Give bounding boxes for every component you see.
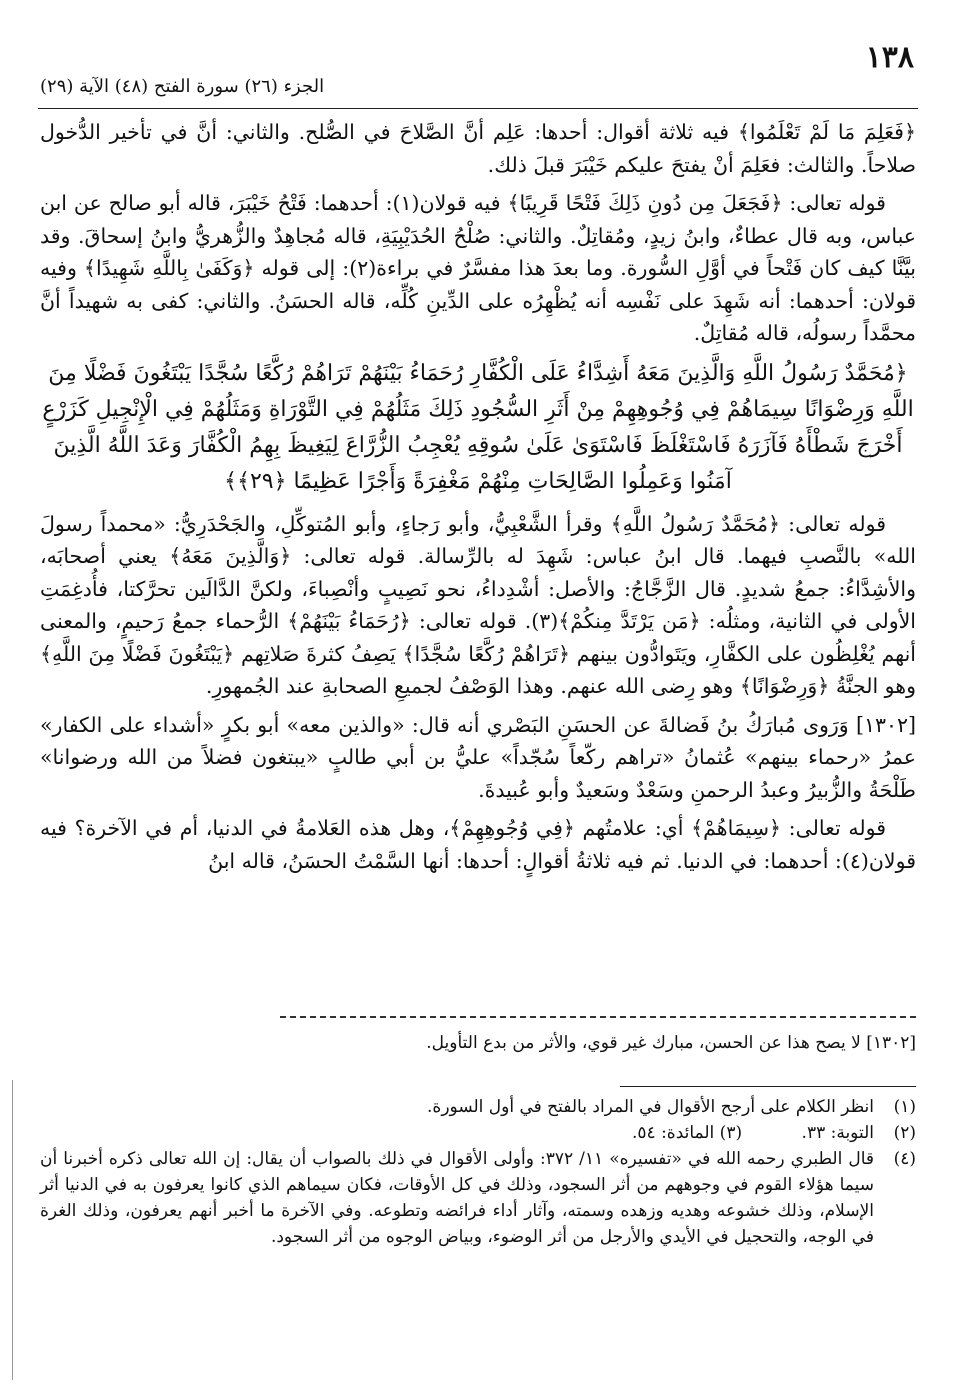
footnote-text: التوبة: ٣٣. (٣) المائدة: ٥٤. — [632, 1123, 874, 1143]
paragraph-2: قوله تعالى: ﴿فَجَعَلَ مِن دُونِ ذَلِكَ فَتْحًا قَرِيبًا﴾ فيه قولان(١): أحدهما: فَتْحُ خَيْبَرَ، قاله أبو صالح عن ابن عباس، وبه قال عطاءٌ، وابنُ زيدٍ، ومُقاتِلٌ. والثاني: صُلْحُ الحُدَيْبِيَةِ، قاله مُجاهِدٌ والزُّهريُّ وابنُ إسحاقَ. وقد بيَّنَّا كيف كان فَتْحاً في أوَّلِ السُّورة. وما بعدَ هذا مفسَّرٌ في براءة(٢): إلى قوله ﴿وَكَفَىٰ بِاللَّهِ شَهِيدًا﴾ وفيه قولان: أحدهما: أنه شَهِدَ على نَفْسِه أنه يُظْهِرُه على الدِّينِ كُلِّه، قاله الحسَنُ. والثاني: كفى به شهيداً أنَّ محمَّداً رسولُه، قاله مُقاتِلٌ. — [40, 191, 916, 345]
footnote-text: انظر الكلام على أرجح الأقوال في المراد بالفتح في أول السورة. — [427, 1097, 874, 1117]
paragraph-3: قوله تعالى: ﴿مُحَمَّدٌ رَسُولُ اللَّهِ﴾ وقرأ الشَّعْبِيُّ، وأبو رَجاءٍ، وأبو المُتوكِّلِ، والجَحْدَرِيُّ: «محمداً رسولَ الله» بالنَّصبِ فيهما. قال ابنُ عباس: شَهِدَ له بالرِّسالة. قوله تعالى: ﴿وَالَّذِينَ مَعَهُ﴾ يعني أصحابَه، والأشِدَّاءُ: جمعُ شديدٍ. قال الزَّجَّاجُ: والأصل: أشْدِداءُ، نحو نَصِيبٍ وأنْصِباءَ، ولكنَّ الدَّالَين تحرَّكتا، فأُدغِمَتِ الأولى في الثانية، ومثلُه: ﴿مَن يَرْتَدَّ مِنكُمْ﴾(٣). قوله تعالى: ﴿رُحَمَاءُ بَيْنَهُمْ﴾ الرُّحماء جمعُ رَحيمٍ، والمعنى أنهم يُغْلِظُون على الكفَّارِ، ويَتَوادُّون بينهم ﴿تَرَاهُمْ رُكَّعًا سُجَّدًا﴾ يَصِفُ كثرةَ صَلاتِهم ﴿يَبْتَغُونَ فَضْلًا مِنَ اللَّهِ﴾ وهو الجنَّةُ ﴿وَرِضْوَانًا﴾ وهو رِضى الله عنهم. وهذا الوَصْفُ لجميعِ الصحابةِ عند الجُمهورِ. — [40, 511, 916, 698]
footnote — [40, 1120, 916, 1146]
header-divider — [38, 108, 918, 109]
paragraph-5: قوله تعالى: ﴿سِيمَاهُمْ﴾ أي: علامتُهم ﴿فِي وُجُوهِهِمْ﴾، وهل هذه العَلامةُ في الدنيا، أم في الآخرة؟ فيه قولان(٤): أحدهما: في الدنيا. ثم فيه ثلاثةُ أقوالٍ: أحدها: أنها السَّمْتُ الحسَنُ، قاله ابنُ — [40, 816, 916, 873]
quran-verse: ﴿مُحَمَّدٌ رَسُولُ اللَّهِ وَالَّذِينَ مَعَهُ أَشِدَّاءُ عَلَى الْكُفَّارِ رُحَمَاءُ بَيْنَهُمْ تَرَاهُمْ رُكَّعًا سُجَّدًا يَبْتَغُونَ فَضْلًا مِنَ اللَّهِ وَرِضْوَانًا سِيمَاهُمْ فِي وُجُوهِهِمْ مِنْ أَثَرِ السُّجُودِ ذَلِكَ مَثَلُهُمْ فِي التَّوْرَاةِ وَمَثَلُهُمْ فِي الْإِنْجِيلِ كَزَرْعٍ أَخْرَجَ شَطْأَهُ فَآزَرَهُ فَاسْتَغْلَظَ فَاسْتَوَىٰ عَلَىٰ سُوقِهِ يُعْجِبُ الزُّرَّاعَ لِيَغِيظَ بِهِمُ الْكُفَّارَ وَعَدَ اللَّهُ الَّذِينَ آمَنُوا وَعَمِلُوا الصَّالِحَاتِ مِنْهُمْ مَغْفِرَةً وَأَجْرًا عَظِيمًا ﴿٢٩﴾﴾ — [42, 360, 914, 494]
footnote — [40, 1094, 916, 1120]
dashed-divider — [280, 1016, 916, 1018]
paragraph-4: [١٣٠٢] وَرَوى مُبارَكُ بنُ فَضالةَ عن الحسَنِ البَصْري أنه قال: «والذين معه» أبو بكرٍ «أشداء على الكفار» عمرُ «رحماء بينهم» عُثمانُ «تراهم ركّعاً سُجّداً» عليُّ بن أبي طالبٍ «يبتغون فضلاً من الله ورضوانا» طَلْحَةُ والزُّبيرُ وعبدُ الرحمنِ وسَعْدٌ وسَعيدٌ وأبو عُبيدةَ. — [40, 712, 916, 802]
footnote-number: (١) — [893, 1097, 916, 1117]
paragraph-1: ﴿فَعَلِمَ مَا لَمْ تَعْلَمُوا﴾ فيه ثلاثة أقوال: أحدها: عَلِم أنَّ الصَّلاحَ في الصُّلح. والثاني: أنَّ في تأخير الدُّخول صلاحاً. والثالث: فعَلِمَ أنْ يفتحَ عليكم خَيْبَرَ قبلَ ذلك. — [40, 120, 916, 177]
footnote-number: (٢) — [893, 1123, 916, 1143]
footnote — [40, 1146, 916, 1250]
main-text — [40, 116, 916, 883]
footnotes — [40, 1094, 916, 1250]
takhrij-note: [١٣٠٢] لا يصح هذا عن الحسن، مبارك غير قوي، والأثر من بدع التأويل. — [426, 1033, 916, 1053]
footnote-divider — [620, 1086, 916, 1087]
page-number: ١٣٨ — [865, 40, 914, 75]
running-title: الجزء (٢٦) سورة الفتح (٤٨) الآية (٢٩) — [40, 76, 325, 97]
scan-margin-line — [12, 1080, 13, 1380]
footnote-number: (٤) — [893, 1149, 916, 1169]
footnote-text: قال الطبري رحمه الله في «تفسيره» ١١/ ٣٧٢: وأولى الأقوال في ذلك بالصواب أن يقال: إن الله تعالى ذكره أخبرنا أن سيما هؤلاء القوم في وجوههم من أثر السجود، وذلك في كل الأوقات، فكان سيماهم الذي كانوا يعرفون به في الدنيا أثر الإسلام، وذلك خشوعه وهديه وزهده وسمته، وآثار أداء فرائضه وتطوعه. وفي الآخرة ما أخبر أنهم يعرفون، وذلك الغرة في الوجه، والتحجيل في الأيدي والأرجل من أثر الوضوء، وبياض الوجوه من أثر السجود. — [40, 1149, 875, 1247]
